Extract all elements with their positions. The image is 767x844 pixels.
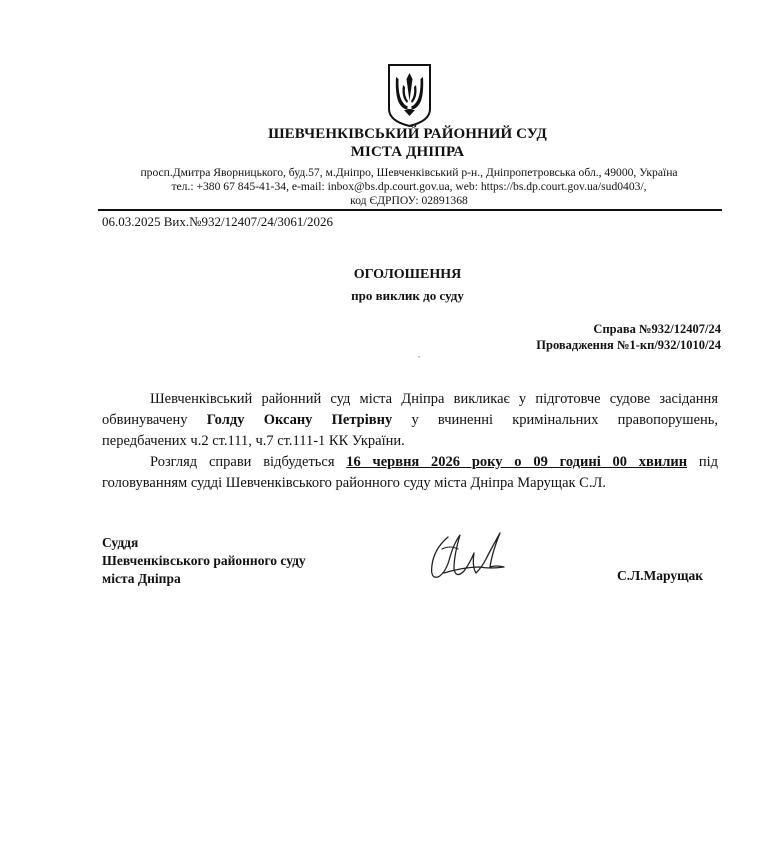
hearing-line1 <box>102 452 718 473</box>
court-name-line1: ШЕВЧЕНКІВСЬКИЙ РАЙОННИЙ СУД <box>268 126 547 142</box>
proceeding-number: Провадження №1-кп/932/1010/24 <box>536 338 721 352</box>
summons-line2-pre: обвинувачену <box>102 412 188 428</box>
judge-title-line1: Суддя <box>102 535 139 550</box>
summons-line1: Шевченківський районний суд міста Дніпра викликає у підготовче судове засідання <box>150 391 718 407</box>
case-number: Справа №932/12407/24 <box>593 322 721 336</box>
court-address: просп.Дмитра Яворницького, буд.57, м.Дніпро, Шевченківський р-н., Дніпропетровська обл., 49000, Україна <box>140 166 678 179</box>
judge-title <box>102 534 306 588</box>
document-title: ОГОЛОШЕННЯ <box>353 267 462 282</box>
document-subtitle: про виклик до суду <box>351 288 464 303</box>
court-name-line2: МІСТА ДНІПРА <box>350 144 465 160</box>
summons-line3: передбачених ч.2 ст.111, ч.7 ст.111-1 КК України. <box>102 433 405 449</box>
hearing-line2: головуванням судді Шевченківського районного суду міста Дніпра Марущак С.Л. <box>102 475 606 491</box>
judge-name: С.Л.Марущак <box>617 568 704 583</box>
summons-line2 <box>102 410 718 431</box>
hearing-date: 16 червня 2026 року о 09 годині 00 хвилин <box>346 454 688 470</box>
judge-title-line2: Шевченківського районного суду <box>102 553 306 568</box>
hearing-line1-pre: Розгляд справи відбудеться <box>150 454 335 470</box>
summons-paragraph <box>102 389 718 452</box>
court-contacts: тел.: +380 67 845-41-34, e-mail: inbox@bs.dp.court.gov.ua, web: https://bs.dp.court.gov.ua/sud0403/, <box>171 180 647 193</box>
hearing-line1-post: під <box>698 454 719 470</box>
outgoing-number: 06.03.2025 Вих.№932/12407/24/3061/2026 <box>102 214 333 229</box>
hearing-paragraph <box>102 452 718 494</box>
defendant-name: Голду Оксану Петрівну <box>206 412 393 428</box>
summons-line2-post: у вчиненні кримінальних правопорушень, <box>411 412 719 428</box>
court-edrpou-code: код ЄДРПОУ: 02891368 <box>350 194 468 207</box>
header-divider <box>98 209 722 211</box>
judge-title-line3: міста Дніпра <box>102 571 181 586</box>
handwritten-signature <box>424 527 512 587</box>
trident-emblem-icon <box>386 63 433 128</box>
scan-speck <box>418 356 420 358</box>
